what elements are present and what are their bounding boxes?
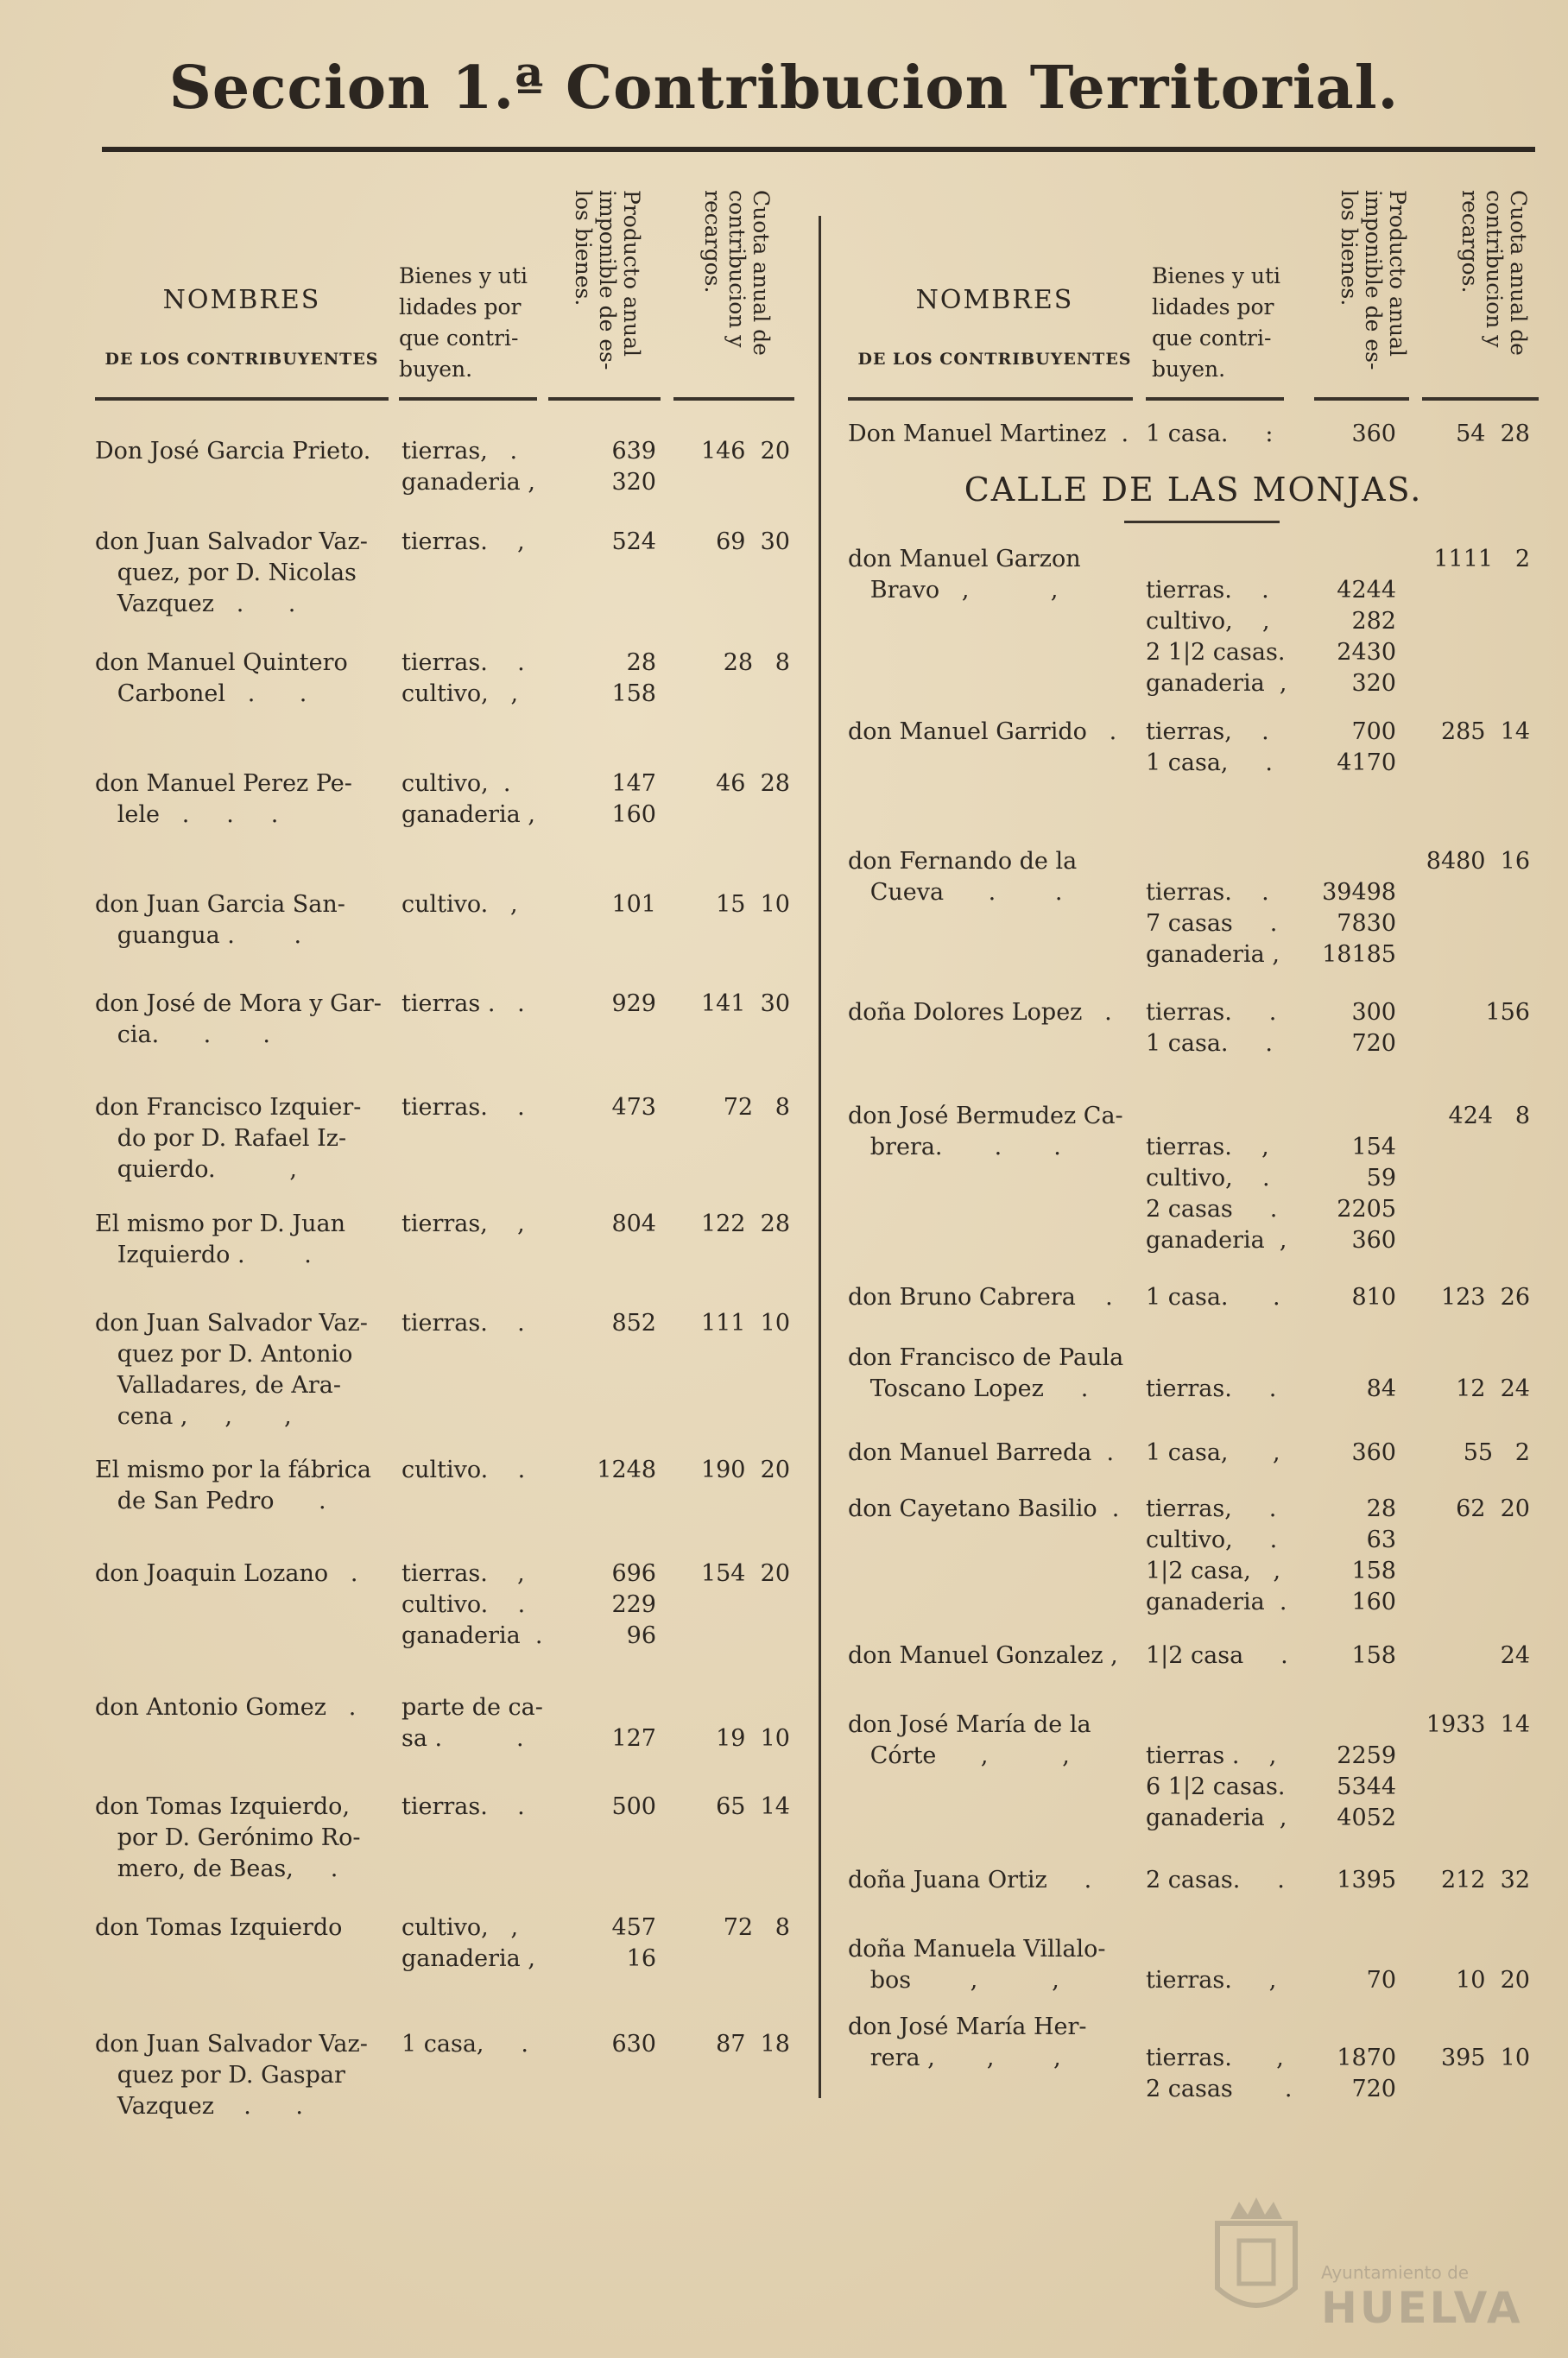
row-cuota: 65 14	[716, 1793, 790, 1820]
row-name: don Bruno Cabrera .	[848, 1284, 1113, 1311]
municipal-seal-icon	[1204, 2193, 1308, 2331]
row-prods: 101	[611, 891, 656, 918]
row-cuota: 395 10	[1440, 2045, 1530, 2071]
row-items: tierras. ,	[401, 528, 525, 555]
row-prods: 147 160	[611, 770, 656, 828]
row-prods: 457 16	[611, 1914, 656, 1972]
row-items: 1 casa, .	[401, 2031, 529, 2058]
row-items: cultivo, . ganaderia ,	[401, 770, 535, 828]
watermark	[1321, 2262, 1523, 2333]
row-items: tierras. .	[401, 1793, 525, 1820]
header-cuota: Cuota anual de contribucion y recargos.	[1457, 190, 1531, 356]
row-name: doña Manuela Villalo- bos , ,	[848, 1936, 1106, 1994]
row-items: tierras. . cultivo, ,	[401, 649, 525, 707]
row-name: don Juan Salvador Vaz- quez por D. Antonio Valladares, de Ara- cena , , ,	[95, 1310, 368, 1430]
row-prods: 1870 720	[1337, 2045, 1396, 2102]
row-prods: 300 720	[1351, 999, 1396, 1057]
row-prods: 127	[611, 1725, 656, 1752]
row-items: parte de ca- sa . .	[401, 1694, 543, 1752]
header-producto: Producto anual imponible de es- los bienes.	[1337, 190, 1410, 370]
header-rule	[399, 397, 537, 401]
row-items: cultivo. ,	[401, 891, 518, 918]
header-names-sub: DE LOS CONTRIBUYENTES	[104, 350, 379, 369]
row-items: 1 casa, ,	[1146, 1439, 1280, 1466]
row-cuota: 1111 2	[1433, 546, 1530, 572]
row-cuota: 24	[1500, 1642, 1530, 1669]
row-name: don Tomas Izquierdo, por D. Gerónimo Ro- mero, de Beas, .	[95, 1793, 361, 1882]
row-cuota: 122 28	[700, 1211, 790, 1237]
header-rule	[95, 397, 389, 401]
watermark-line1: Ayuntamiento de	[1321, 2262, 1470, 2283]
subheading-rule	[1124, 521, 1280, 523]
row-items: tierras. .	[1146, 1375, 1277, 1402]
header-rule	[1314, 397, 1409, 401]
row-items: tierras, . 1 casa, .	[1146, 718, 1274, 776]
row-items: tierras. , cultivo. . ganaderia .	[401, 1560, 543, 1649]
header-rule	[673, 397, 794, 401]
row-cuota: 19 10	[716, 1725, 790, 1752]
row-name: don Fernando de la Cueva . .	[848, 848, 1078, 906]
row-cuota: 72 8	[723, 1094, 790, 1121]
header-bienes: Bienes y uti lidades por que contri- buyen.	[1152, 263, 1281, 382]
row-cuota: 15 10	[716, 891, 790, 918]
row-prods: 700 4170	[1337, 718, 1396, 776]
row-items: tierras. , cultivo, . 2 casas . ganaderia ,	[1146, 1134, 1287, 1254]
row-prods: 524	[611, 528, 656, 555]
row-prods: 28 63 158 160	[1351, 1495, 1396, 1615]
header-names-title: NOMBRES	[162, 285, 321, 315]
header-rule	[1422, 397, 1539, 401]
row-name: don Manuel Barreda .	[848, 1439, 1115, 1466]
row-prods: 852	[611, 1310, 656, 1337]
row-cuota: 69 30	[716, 528, 790, 555]
row-name: El mismo por la fábrica de San Pedro .	[95, 1457, 371, 1514]
row-name: don Juan Salvador Vaz- quez, por D. Nicolas Vazquez . .	[95, 528, 368, 617]
row-prods: 1395	[1337, 1867, 1396, 1893]
row-name: don Manuel Garrido .	[848, 718, 1117, 745]
row-prods: 804	[611, 1211, 656, 1237]
row-name: don Manuel Garzon Bravo , ,	[848, 546, 1081, 604]
row-cuota: 62 20	[1456, 1495, 1530, 1522]
row-name: don Cayetano Basilio .	[848, 1495, 1120, 1522]
row-name: El mismo por D. Juan Izquierdo . .	[95, 1211, 346, 1268]
row-items: tierras. ,	[1146, 1967, 1277, 1994]
left-table-header	[95, 181, 794, 406]
row-items: tierras. . 1 casa. .	[1146, 999, 1277, 1057]
row-cuota: 10 20	[1456, 1967, 1530, 1994]
row-cuota: 111 10	[700, 1310, 790, 1337]
row-items: 1 casa. .	[1146, 1284, 1280, 1311]
row-items: cultivo, , ganaderia ,	[401, 1914, 535, 1972]
header-names-title: NOMBRES	[915, 285, 1074, 315]
row-items: tierras . .	[401, 990, 525, 1017]
row-cuota: 55 2	[1463, 1439, 1530, 1466]
header-names	[848, 285, 1141, 369]
row-cuota: 72 8	[723, 1914, 790, 1941]
row-prods: 2259 5344 4052	[1337, 1742, 1396, 1831]
row-items: tierras. .	[401, 1310, 525, 1337]
row-cuota: 1933 14	[1426, 1711, 1530, 1738]
row-name: don Tomas Izquierdo	[95, 1914, 343, 1941]
left-column	[95, 181, 794, 2120]
row-cuota: 190 20	[700, 1457, 790, 1483]
row-cuota: 54 28	[1456, 420, 1530, 447]
row-items: 2 casas. .	[1146, 1867, 1285, 1893]
row-prods: 360	[1351, 1439, 1396, 1466]
row-prods: 810	[1351, 1284, 1396, 1311]
title-rule	[102, 147, 1535, 152]
row-prods: 360	[1351, 420, 1396, 447]
row-prods: 158	[1351, 1642, 1396, 1669]
watermark-line2: HUELVA	[1321, 2283, 1523, 2333]
row-prods: 500	[611, 1793, 656, 1820]
row-prods: 154 59 2205 360	[1337, 1134, 1396, 1254]
row-items: tierras . , 6 1|2 casas. ganaderia ,	[1146, 1742, 1287, 1831]
row-items: tierras, . cultivo, . 1|2 casa, , ganaderia .	[1146, 1495, 1287, 1615]
header-producto: Producto anual imponible de es- los bienes.	[571, 190, 644, 370]
row-items: tierras. . cultivo, , 2 1|2 casas. ganaderia ,	[1146, 577, 1287, 697]
row-prods: 39498 7830 18185	[1322, 879, 1396, 968]
row-name: don Joaquin Lozano .	[95, 1560, 358, 1587]
row-items: tierras, ,	[401, 1211, 525, 1237]
row-name: don José Bermudez Ca- brera. . .	[848, 1103, 1123, 1160]
row-name: don José de Mora y Gar- cia. . .	[95, 990, 382, 1048]
row-items: tierras, . ganaderia ,	[401, 438, 535, 496]
row-prods: 28 158	[611, 649, 656, 707]
row-prods: 473	[611, 1094, 656, 1121]
row-name: Don José Garcia Prieto.	[95, 438, 371, 465]
row-cuota: 8480 16	[1426, 848, 1530, 875]
row-name: don Juan Garcia San- guangua . .	[95, 891, 345, 949]
row-prods: 630	[611, 2031, 656, 2058]
row-cuota: 285 14	[1440, 718, 1530, 745]
header-names	[95, 285, 389, 369]
header-rule	[548, 397, 661, 401]
row-prods: 1248	[597, 1457, 656, 1483]
row-name: don Francisco Izquier- do por D. Rafael Iz- quierdo. ,	[95, 1094, 362, 1183]
row-cuota: 28 8	[723, 649, 790, 676]
row-items: 1 casa. :	[1146, 420, 1274, 447]
row-name: don Manuel Perez Pe- lele . . .	[95, 770, 352, 828]
row-name: don Manuel Quintero Carbonel . .	[95, 649, 348, 707]
row-name: don Juan Salvador Vaz- quez por D. Gaspar Vazquez . .	[95, 2031, 368, 2120]
row-name: doña Dolores Lopez .	[848, 999, 1112, 1026]
row-prods: 84	[1366, 1375, 1396, 1402]
row-prods: 4244 282 2430 320	[1337, 577, 1396, 697]
row-items: tierras. .	[401, 1094, 525, 1121]
row-name: don José María de la Córte , ,	[848, 1711, 1091, 1769]
right-column	[848, 181, 1539, 2102]
header-rule	[848, 397, 1133, 401]
row-name: don José María Her- rera , , ,	[848, 2013, 1087, 2071]
row-items: tierras. . 7 casas . ganaderia ,	[1146, 879, 1280, 968]
row-name: don Manuel Gonzalez ,	[848, 1642, 1118, 1669]
row-prods: 70	[1366, 1967, 1396, 1994]
row-cuota: 141 30	[700, 990, 790, 1017]
row-cuota: 123 26	[1440, 1284, 1530, 1311]
page-title: Seccion 1.ª Contribucion Territorial.	[168, 54, 1400, 123]
row-cuota: 154 20	[700, 1560, 790, 1587]
row-cuota: 156	[1485, 999, 1530, 1026]
header-rule	[1146, 397, 1284, 401]
header-bienes: Bienes y uti lidades por que contri- buyen.	[399, 263, 528, 382]
row-name: doña Juana Ortiz .	[848, 1867, 1092, 1893]
row-name: don Francisco de Paula Toscano Lopez .	[848, 1344, 1124, 1402]
row-cuota: 87 18	[716, 2031, 790, 2058]
street-subheading: CALLE DE LAS MONJAS.	[964, 471, 1423, 509]
row-prods: 929	[611, 990, 656, 1017]
row-cuota: 212 32	[1440, 1867, 1530, 1893]
row-prods: 639 320	[611, 438, 656, 496]
row-cuota: 424 8	[1448, 1103, 1530, 1129]
row-items: tierras. , 2 casas .	[1146, 2045, 1293, 2102]
header-cuota: Cuota anual de contribucion y recargos.	[700, 190, 774, 356]
row-name: don Antonio Gomez .	[95, 1694, 357, 1721]
row-cuota: 146 20	[700, 438, 790, 465]
row-cuota: 12 24	[1456, 1375, 1530, 1402]
right-table-header	[848, 181, 1539, 406]
row-items: cultivo. .	[401, 1457, 526, 1483]
row-name: Don Manuel Martinez .	[848, 420, 1129, 447]
row-cuota: 46 28	[716, 770, 790, 797]
column-divider	[819, 216, 821, 2098]
row-prods: 696 229 96	[611, 1560, 656, 1649]
row-items: 1|2 casa .	[1146, 1642, 1288, 1669]
header-names-sub: DE LOS CONTRIBUYENTES	[857, 350, 1132, 369]
